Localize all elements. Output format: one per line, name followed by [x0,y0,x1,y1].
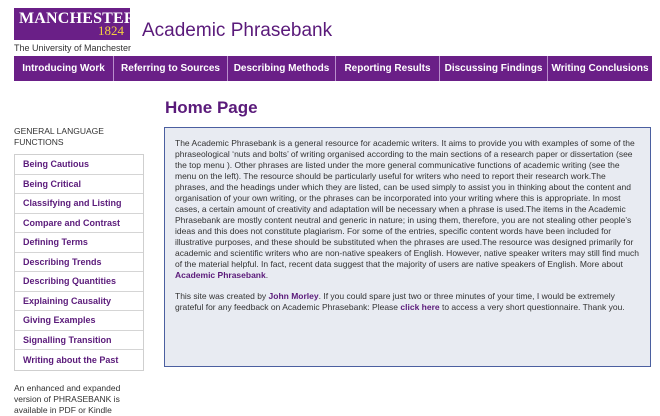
top-navigation [14,56,652,81]
logo-subtitle: The University of Manchester [14,43,132,53]
sidebar-item-writing-about-the-past[interactable]: Writing about the Past [15,350,143,370]
sidebar-item-describing-quantities[interactable]: Describing Quantities [15,272,143,292]
sidebar-item-defining-terms[interactable]: Defining Terms [15,233,143,253]
nav-writing-conclusions[interactable]: Writing Conclusions [551,63,649,74]
nav-discussing-findings[interactable]: Discussing Findings [440,56,548,81]
intro-text-end: . [265,270,269,280]
sidebar-item-giving-examples[interactable]: Giving Examples [15,311,143,331]
logo-box [14,8,136,40]
nav-introducing-work[interactable]: Introducing Work [14,56,114,81]
sidebar-item-compare-and-contrast[interactable]: Compare and Contrast [15,214,143,234]
author-text-end: to access a very short questionnaire. Thank you. [439,302,625,312]
sidebar-item-being-critical[interactable]: Being Critical [15,175,143,195]
sidebar-note: An enhanced and expanded version of PHRASEBANK is available in PDF or Kindle [14,382,121,415]
click-here-link[interactable]: click here [400,302,440,312]
nav-reporting-results[interactable]: Reporting Results [336,56,440,81]
sidebar-item-explaining-causality[interactable]: Explaining Causality [15,292,143,312]
university-logo[interactable] [14,8,136,53]
logo-wordmark: MANCHESTER [19,10,136,27]
author-text-mid: . If you could spare just two or three minutes of your time, I would be extremely grateful for any feedback on Academic Phrasebank: Please [175,291,615,312]
nav-describing-methods[interactable]: Describing Methods [228,56,336,81]
nav-referring-to-sources[interactable]: Referring to Sources [114,56,228,81]
sidebar [14,126,144,416]
sidebar-menu [14,154,144,371]
sidebar-item-signalling-transition[interactable]: Signalling Transition [15,331,143,351]
academic-phrasebank-link[interactable]: Academic Phrasebank [175,270,266,280]
page-title: Home Page [165,98,258,117]
intro-paragraph [175,138,640,281]
author-text-start: This site was created by [175,291,269,301]
site-title[interactable]: Academic Phrasebank [142,20,333,41]
intro-content-box [164,127,651,367]
logo-year: 1824 [98,23,124,38]
intro-text: The Academic Phrasebank is a general resource for academic writers. It aims to provide you with examples of some of the phraseological ‘nuts and bolts’ of writing organised according to the main sections of a research paper or dissertation (see the top menu ). Other phrases are listed under the more general communicative functions of academic writing (see the menu on the left). The resource should be particularly useful for writers who need to report their research work.The phrases, and the headings under which they are listed, can be used simply to assist you in thinking about the content and organisation of your own writing, or the phrases can be incorporated into your writing where this is appropriate. In most cases, a certain amount of creativity and adaptation will be necessary when a phrase is used.The items in the Academic Phrasebank are mostly content neutral and generic in nature; in using them, therefore, you are not stealing other people’s ideas and this does not constitute plagiarism. For some of the entries, specific content words have been included for illustrative purposes, and these should be substituted when the phrases are used.The resource was designed primarily for academic and scientific writers who are non-native speakers of English. However, native speaker writers may still find much of the material helpful. In fact, recent data suggest that the majority of users are native speakers of English. More about [175,138,639,269]
sidebar-item-describing-trends[interactable]: Describing Trends [15,253,143,273]
author-paragraph [175,291,640,313]
sidebar-item-being-cautious[interactable]: Being Cautious [15,155,143,175]
sidebar-heading: GENERAL LANGUAGE FUNCTIONS [14,126,104,147]
sidebar-item-classifying-and-listing[interactable]: Classifying and Listing [15,194,143,214]
john-morley-link[interactable]: John Morley [268,291,319,301]
